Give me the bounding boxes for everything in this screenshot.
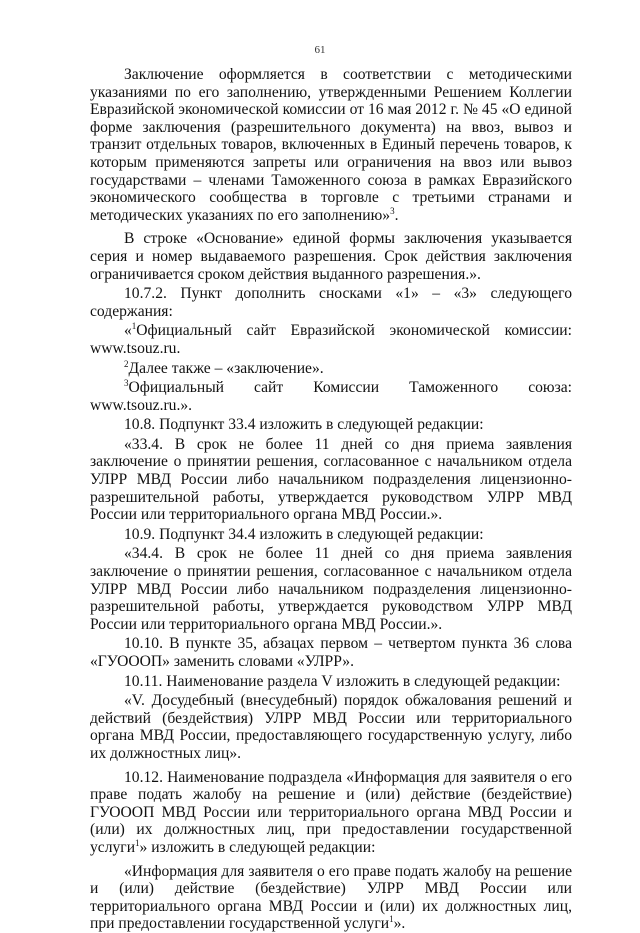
footnote-marker: 1 <box>389 914 394 925</box>
paragraph <box>90 230 572 283</box>
document-body <box>90 66 572 933</box>
paragraph-suffix: . <box>394 206 399 224</box>
paragraph-text: 10.11. Наименование раздела V изложить в следующей редакции: <box>124 672 561 690</box>
paragraph-text: 10.9. Подпункт 34.4 изложить в следующей редакции: <box>124 525 484 543</box>
page-number: 61 <box>314 44 326 56</box>
footnote-marker: 3 <box>390 205 395 216</box>
paragraph-text: Официальный сайт Евразийской экономической комиссии: www.tsouz.ru. <box>90 322 572 357</box>
paragraph <box>90 635 572 670</box>
paragraph-text: «V. Досудебный (внесудебный) порядок обжалования решений и действий (бездействия) УЛРР МВД России или территориального органа МВД России, предоставляющего государственную услугу, либо их должностных лиц». <box>90 692 572 762</box>
paragraph-suffix: » изложить в следующей редакции: <box>139 838 376 856</box>
paragraph <box>90 322 572 357</box>
paragraph <box>90 673 572 691</box>
paragraph-suffix: ». <box>393 915 406 933</box>
paragraph <box>90 436 572 524</box>
paragraph-text: 10.10. В пункте 35, абзацах первом – четвертом пункта 36 слова «ГУОООП» заменить словами «УЛРР». <box>90 635 572 670</box>
footnote-marker: 1 <box>131 321 137 332</box>
paragraph <box>90 360 572 378</box>
paragraph <box>90 769 572 857</box>
footnote-marker: 1 <box>135 837 140 848</box>
paragraph <box>90 526 572 544</box>
paragraph-text: Заключение оформляется в соответствии с методическими указаниями по его заполнению, утвержденными Решением Коллегии Евразийской экономической комиссии от 16 мая 2012 г. № 45 «О единой форме заключения (разрешительного документа) на ввоз, вывоз и транзит отдельных товаров, включенных в Единый перечень товаров, к которым применяются запреты или ограничения на ввоз или вывоз государствами – членами Таможенного союза в рамках Евразийского экономического сообщества в торговле с третьими странами и методических указаниях по его заполнению» <box>90 66 572 224</box>
paragraph-text: Официальный сайт Комиссии Таможенного союза: www.tsouz.ru.». <box>90 379 572 414</box>
paragraph <box>90 545 572 633</box>
paragraph <box>90 863 572 933</box>
paragraph-prefix: « <box>124 322 132 340</box>
paragraph-text: В строке «Основание» единой формы заключения указывается серия и номер выдаваемого разрешения. Срок действия заключения ограничивается сроком действия выданного разрешения.». <box>90 230 572 283</box>
paragraph <box>90 66 572 224</box>
paragraph <box>90 416 572 434</box>
paragraph-text: 10.12. Наименование подраздела «Информация для заявителя о его праве подать жалобу на решение и (или) действие (бездействие) ГУОООП МВД России или территориального органа МВД России и (или) их должностных лиц, при предоставлении государственной услуги <box>90 768 572 856</box>
paragraph <box>90 379 572 414</box>
paragraph-text: Далее также – «заключение». <box>128 359 324 377</box>
footnote-marker: 3 <box>124 377 129 388</box>
paragraph <box>90 285 572 320</box>
paragraph-text: «34.4. В срок не более 11 дней со дня приема заявления заключение о принятии решения, согласованное с начальником отдела УЛРР МВД России либо начальником подразделения лицензионно-разрешительной работы, утверждается руководством УЛРР МВД России или территориального органа МВД России.». <box>90 545 572 633</box>
paragraph-text: 10.7.2. Пункт дополнить сносками «1» – «3» следующего содержания: <box>90 285 572 320</box>
paragraph-text: 10.8. Подпункт 33.4 изложить в следующей редакции: <box>124 416 484 434</box>
footnote-marker: 2 <box>124 358 129 369</box>
paragraph <box>90 692 572 762</box>
paragraph-text: «33.4. В срок не более 11 дней со дня приема заявления заключение о принятии решения, согласованное с начальником отдела УЛРР МВД России либо начальником подразделения лицензионно-разрешительной работы, утверждается руководством УЛРР МВД России или территориального органа МВД России.». <box>90 435 572 524</box>
paragraph-text: «Информация для заявителя о его праве подать жалобу на решение и (или) действие (бездействие) УЛРР МВД России или территориального органа МВД России и (или) их должностных лиц, при предоставлении государственной услуги <box>90 862 572 933</box>
